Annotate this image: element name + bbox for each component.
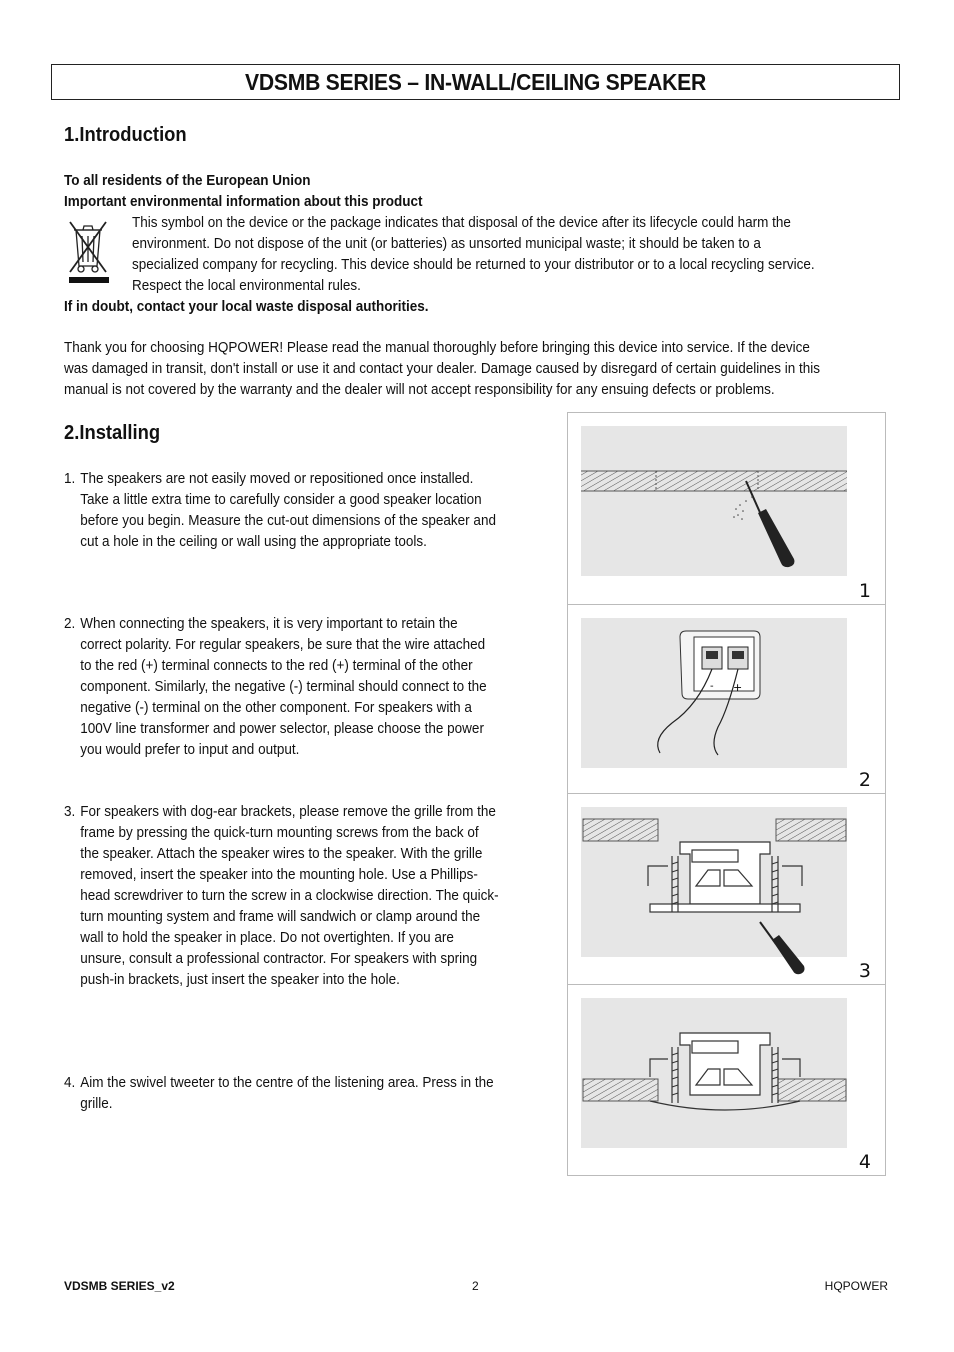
step-line: removed, insert the speaker into the mounting hole. Use a Phillips- xyxy=(80,866,478,883)
step-line: push-in brackets, just insert the speaker into the hole. xyxy=(80,971,400,988)
step-number: 3. xyxy=(64,803,76,820)
step-line: Take a little extra time to carefully consider a good speaker location xyxy=(80,491,482,508)
step-1 xyxy=(64,468,543,552)
figure-number: 1 xyxy=(858,580,871,602)
bracket-illustration xyxy=(568,794,887,986)
figure-number: 4 xyxy=(858,1151,871,1173)
step-line: you would prefer to input and output. xyxy=(80,741,300,758)
weee-line: specialized company for recycling. This device should be returned to your distributor or to a local recycling service. xyxy=(132,256,815,273)
step-2 xyxy=(64,613,543,760)
figure-4 xyxy=(567,984,886,1176)
figure-3 xyxy=(567,793,886,985)
step-number: 4. xyxy=(64,1074,76,1091)
step-line: Aim the swivel tweeter to the centre of the listening area. Press in the xyxy=(80,1074,494,1091)
terminal-illustration xyxy=(568,605,887,795)
step-line: wall to hold the speaker in place. Do not overtighten. If you are xyxy=(80,929,454,946)
weee-text xyxy=(132,212,815,296)
cut-hole-illustration xyxy=(568,413,887,606)
intro-heading: 1.Introduction xyxy=(64,124,187,146)
installing-heading: 2.Installing xyxy=(64,422,161,444)
minus-label: - xyxy=(710,681,714,692)
figure-number: 2 xyxy=(858,769,871,791)
step-line: For speakers with dog-ear brackets, please remove the grille from the xyxy=(80,803,496,820)
page-title: VDSMB SERIES – IN-WALL/CEILING SPEAKER xyxy=(245,68,706,95)
step-line: the speaker. Attach the speaker wires to the speaker. With the grille xyxy=(80,845,483,862)
footer-page-number: 2 xyxy=(472,1279,479,1293)
step-3 xyxy=(64,801,543,990)
figure-2 xyxy=(567,604,886,794)
doubt-text: If in doubt, contact your local waste disposal authorities. xyxy=(64,298,429,315)
weee-bin-icon xyxy=(64,214,112,286)
eu-title: To all residents of the European Union xyxy=(64,172,311,189)
thanks-line: Thank you for choosing HQPOWER! Please read the manual thoroughly before bringing this device into service. If the device xyxy=(64,339,810,356)
step-line: correct polarity. For regular speakers, be sure that the wire attached xyxy=(80,636,486,653)
thanks-line: manual is not covered by the warranty and the dealer will not accept responsibility for any ensuing defects or problems. xyxy=(64,381,775,398)
step-4 xyxy=(64,1072,543,1114)
step-number: 2. xyxy=(64,615,76,632)
installed-speaker-illustration xyxy=(568,985,887,1177)
step-line: unsure, consult a professional contractor. For speakers with spring xyxy=(80,950,478,967)
thanks-line: was damaged in transit, don't install or use it and contact your dealer. Damage caused by disregard of certain guidelines in this xyxy=(64,360,821,377)
env-title: Important environmental information about this product xyxy=(64,193,423,210)
footer-right: HQPOWER xyxy=(824,1279,888,1293)
step-line: turn mounting system and frame will sandwich or clamp around the xyxy=(80,908,481,925)
figure-number: 3 xyxy=(858,960,871,982)
step-line: 100V line transformer and power selector, please choose the power xyxy=(80,720,484,737)
weee-line: environment. Do not dispose of the unit (or batteries) as unsorted municipal waste; it should be taken to a xyxy=(132,235,761,252)
step-line: cut a hole in the ceiling or wall using the appropriate tools. xyxy=(80,533,427,550)
weee-line: Respect the local environmental rules. xyxy=(132,277,361,294)
figure-1 xyxy=(567,412,886,605)
step-number: 1. xyxy=(64,470,76,487)
title-box xyxy=(51,64,900,100)
step-line: grille. xyxy=(80,1095,113,1112)
step-line: When connecting the speakers, it is very important to retain the xyxy=(80,615,458,632)
footer-left: VDSMB SERIES_v2 xyxy=(64,1279,175,1293)
step-line: The speakers are not easily moved or repositioned once installed. xyxy=(80,470,474,487)
thanks-paragraph xyxy=(64,337,820,400)
step-line: head screwdriver to turn the screw in a clockwise direction. The quick- xyxy=(80,887,499,904)
step-line: to the red (+) terminal connects to the red (+) terminal of the other xyxy=(80,657,473,674)
step-line: before you begin. Measure the cut-out dimensions of the speaker and xyxy=(80,512,496,529)
step-line: component. Similarly, the negative (-) terminal should connect to the xyxy=(80,678,487,695)
plus-label: + xyxy=(733,681,743,694)
weee-line: This symbol on the device or the package indicates that disposal of the device after its lifecycle could harm the xyxy=(132,214,791,231)
step-line: frame by pressing the quick-turn mounting screws from the back of xyxy=(80,824,479,841)
step-line: negative (-) terminal on the other component. For speakers with a xyxy=(80,699,472,716)
